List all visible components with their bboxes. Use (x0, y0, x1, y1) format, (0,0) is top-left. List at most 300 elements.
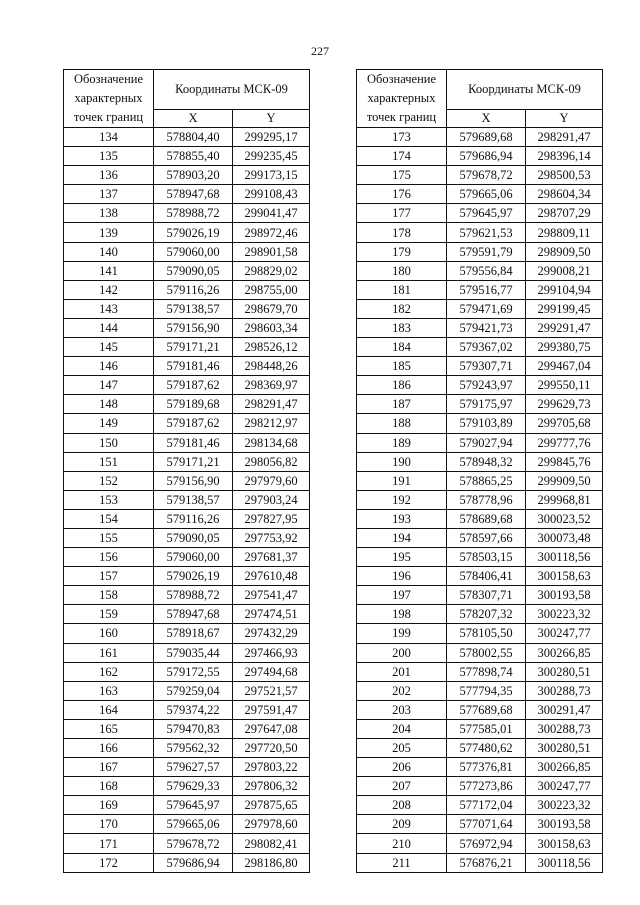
point-number-cell: 162 (64, 662, 154, 681)
y-coordinate-cell: 300193,58 (526, 815, 603, 834)
table-row (357, 586, 603, 605)
y-coordinate-cell: 300288,73 (526, 719, 603, 738)
y-coordinate-cell: 299467,04 (526, 357, 603, 376)
y-header: Y (233, 109, 310, 127)
point-number-cell: 174 (357, 147, 447, 166)
x-coordinate-cell: 579026,19 (154, 567, 233, 586)
point-number-cell: 164 (64, 700, 154, 719)
table-row (64, 758, 310, 777)
x-coordinate-cell: 579259,04 (154, 681, 233, 700)
y-coordinate-cell: 297591,47 (233, 700, 310, 719)
point-number-cell: 138 (64, 204, 154, 223)
table-row (64, 452, 310, 471)
y-coordinate-cell: 299968,81 (526, 490, 603, 509)
point-number-cell: 193 (357, 509, 447, 528)
table-row (357, 128, 603, 147)
y-coordinate-cell: 299380,75 (526, 338, 603, 357)
coordinates-table-right (356, 69, 603, 873)
x-coordinate-cell: 579027,94 (447, 433, 526, 452)
table-row (64, 586, 310, 605)
x-coordinate-cell: 579470,83 (154, 719, 233, 738)
point-number-cell: 201 (357, 662, 447, 681)
table-row (357, 643, 603, 662)
y-coordinate-cell: 299295,17 (233, 128, 310, 147)
y-coordinate-cell: 298448,26 (233, 357, 310, 376)
point-number-cell: 167 (64, 758, 154, 777)
y-coordinate-cell: 299705,68 (526, 414, 603, 433)
x-coordinate-cell: 578855,40 (154, 147, 233, 166)
point-number-cell: 188 (357, 414, 447, 433)
x-coordinate-cell: 578903,20 (154, 166, 233, 185)
point-number-cell: 134 (64, 128, 154, 147)
x-coordinate-cell: 576876,21 (447, 853, 526, 872)
point-number-cell: 145 (64, 338, 154, 357)
y-coordinate-cell: 298212,97 (233, 414, 310, 433)
point-number-cell: 181 (357, 280, 447, 299)
point-number-cell: 168 (64, 777, 154, 796)
point-number-cell: 159 (64, 605, 154, 624)
y-coordinate-cell: 299173,15 (233, 166, 310, 185)
y-coordinate-cell: 297466,93 (233, 643, 310, 662)
point-number-cell: 203 (357, 700, 447, 719)
y-coordinate-cell: 297978,60 (233, 815, 310, 834)
y-coordinate-cell: 297610,48 (233, 567, 310, 586)
point-number-cell: 146 (64, 357, 154, 376)
table-row (64, 299, 310, 318)
x-coordinate-cell: 579187,62 (154, 376, 233, 395)
point-number-cell: 206 (357, 758, 447, 777)
table-body (64, 128, 310, 873)
point-number-cell: 161 (64, 643, 154, 662)
y-coordinate-cell: 300288,73 (526, 681, 603, 700)
point-number-cell: 177 (357, 204, 447, 223)
point-number-cell: 202 (357, 681, 447, 700)
point-number-cell: 184 (357, 338, 447, 357)
table-row (357, 433, 603, 452)
table-row (64, 490, 310, 509)
point-number-cell: 153 (64, 490, 154, 509)
point-number-cell: 165 (64, 719, 154, 738)
y-coordinate-cell: 297521,57 (233, 681, 310, 700)
y-coordinate-cell: 299777,76 (526, 433, 603, 452)
table-row (64, 395, 310, 414)
point-number-cell: 175 (357, 166, 447, 185)
point-number-cell: 211 (357, 853, 447, 872)
x-coordinate-cell: 578948,32 (447, 452, 526, 471)
table-row (64, 509, 310, 528)
table-row (64, 147, 310, 166)
x-coordinate-cell: 578105,50 (447, 624, 526, 643)
x-coordinate-cell: 579665,06 (154, 815, 233, 834)
table-row (357, 700, 603, 719)
x-coordinate-cell: 578207,32 (447, 605, 526, 624)
x-coordinate-cell: 578503,15 (447, 548, 526, 567)
point-number-cell: 182 (357, 299, 447, 318)
table-header (357, 70, 603, 128)
x-coordinate-cell: 579243,97 (447, 376, 526, 395)
x-coordinate-cell: 579026,19 (154, 223, 233, 242)
point-number-cell: 160 (64, 624, 154, 643)
point-number-cell: 157 (64, 567, 154, 586)
y-coordinate-cell: 300247,77 (526, 777, 603, 796)
y-coordinate-cell: 298291,47 (526, 128, 603, 147)
y-coordinate-cell: 297806,32 (233, 777, 310, 796)
x-coordinate-cell: 578689,68 (447, 509, 526, 528)
point-number-cell: 149 (64, 414, 154, 433)
x-coordinate-cell: 577898,74 (447, 662, 526, 681)
table-row (357, 624, 603, 643)
point-number-cell: 140 (64, 242, 154, 261)
y-coordinate-cell: 299909,50 (526, 471, 603, 490)
x-coordinate-cell: 579090,05 (154, 528, 233, 547)
y-coordinate-cell: 298604,34 (526, 185, 603, 204)
table-row (357, 452, 603, 471)
table-row (64, 548, 310, 567)
point-number-cell: 207 (357, 777, 447, 796)
x-coordinate-cell: 579175,97 (447, 395, 526, 414)
point-number-cell: 148 (64, 395, 154, 414)
x-coordinate-cell: 579374,22 (154, 700, 233, 719)
table-row (357, 280, 603, 299)
table-row (357, 719, 603, 738)
table-row (64, 681, 310, 700)
table-row (357, 299, 603, 318)
y-coordinate-cell: 299041,47 (233, 204, 310, 223)
table-header (64, 70, 310, 128)
y-header: Y (526, 109, 603, 127)
x-coordinate-cell: 579556,84 (447, 261, 526, 280)
table-row (64, 166, 310, 185)
table-row (357, 395, 603, 414)
y-coordinate-cell: 298500,53 (526, 166, 603, 185)
point-number-cell: 192 (357, 490, 447, 509)
point-number-cell: 191 (357, 471, 447, 490)
x-coordinate-cell: 579591,79 (447, 242, 526, 261)
point-number-cell: 147 (64, 376, 154, 395)
y-coordinate-cell: 297541,47 (233, 586, 310, 605)
table-row (357, 185, 603, 204)
point-number-cell: 141 (64, 261, 154, 280)
x-coordinate-cell: 578947,68 (154, 605, 233, 624)
table-row (64, 719, 310, 738)
x-coordinate-cell: 579138,57 (154, 490, 233, 509)
y-coordinate-cell: 297803,22 (233, 758, 310, 777)
table-row (64, 643, 310, 662)
coordinates-header: Координаты МСК-09 (447, 70, 603, 110)
point-number-cell: 180 (357, 261, 447, 280)
y-coordinate-cell: 298369,97 (233, 376, 310, 395)
y-coordinate-cell: 299235,45 (233, 147, 310, 166)
x-coordinate-cell: 579116,26 (154, 280, 233, 299)
x-coordinate-cell: 579678,72 (447, 166, 526, 185)
x-coordinate-cell: 577273,86 (447, 777, 526, 796)
table-row (64, 376, 310, 395)
point-number-cell: 152 (64, 471, 154, 490)
x-coordinate-cell: 579060,00 (154, 242, 233, 261)
point-number-cell: 198 (357, 605, 447, 624)
coordinates-header: Координаты МСК-09 (154, 70, 310, 110)
table-row (64, 700, 310, 719)
point-number-cell: 144 (64, 318, 154, 337)
x-coordinate-cell: 577585,01 (447, 719, 526, 738)
x-coordinate-cell: 579367,02 (447, 338, 526, 357)
x-coordinate-cell: 579156,90 (154, 471, 233, 490)
y-coordinate-cell: 299845,76 (526, 452, 603, 471)
y-coordinate-cell: 298679,70 (233, 299, 310, 318)
y-coordinate-cell: 300266,85 (526, 643, 603, 662)
table-row (357, 357, 603, 376)
y-coordinate-cell: 300118,56 (526, 853, 603, 872)
table-row (64, 318, 310, 337)
x-coordinate-cell: 579307,71 (447, 357, 526, 376)
table-row (357, 681, 603, 700)
y-coordinate-cell: 297827,95 (233, 509, 310, 528)
point-number-cell: 143 (64, 299, 154, 318)
point-number-cell: 142 (64, 280, 154, 299)
point-number-cell: 154 (64, 509, 154, 528)
point-number-cell: 156 (64, 548, 154, 567)
y-coordinate-cell: 297494,68 (233, 662, 310, 681)
table-row (64, 739, 310, 758)
table-row (357, 758, 603, 777)
x-coordinate-cell: 579516,77 (447, 280, 526, 299)
y-coordinate-cell: 300223,32 (526, 605, 603, 624)
x-coordinate-cell: 579171,21 (154, 452, 233, 471)
y-coordinate-cell: 298186,80 (233, 853, 310, 872)
table-row (357, 548, 603, 567)
x-coordinate-cell: 579471,69 (447, 299, 526, 318)
point-number-cell: 200 (357, 643, 447, 662)
point-number-cell: 169 (64, 796, 154, 815)
x-coordinate-cell: 579665,06 (447, 185, 526, 204)
table-row (357, 853, 603, 872)
y-coordinate-cell: 298291,47 (233, 395, 310, 414)
table-row (64, 280, 310, 299)
table-row (64, 834, 310, 853)
point-number-cell: 173 (357, 128, 447, 147)
y-coordinate-cell: 298603,34 (233, 318, 310, 337)
point-number-cell: 135 (64, 147, 154, 166)
y-coordinate-cell: 298829,02 (233, 261, 310, 280)
table-row (64, 528, 310, 547)
table-row (64, 662, 310, 681)
y-coordinate-cell: 300280,51 (526, 662, 603, 681)
x-coordinate-cell: 578865,25 (447, 471, 526, 490)
table-body (357, 128, 603, 873)
table-row (64, 567, 310, 586)
x-coordinate-cell: 577172,04 (447, 796, 526, 815)
x-coordinate-cell: 578988,72 (154, 204, 233, 223)
x-coordinate-cell: 576972,94 (447, 834, 526, 853)
y-coordinate-cell: 300073,48 (526, 528, 603, 547)
point-number-cell: 186 (357, 376, 447, 395)
point-number-cell: 187 (357, 395, 447, 414)
y-coordinate-cell: 298134,68 (233, 433, 310, 452)
y-coordinate-cell: 299629,73 (526, 395, 603, 414)
table-row (357, 528, 603, 547)
y-coordinate-cell: 298909,50 (526, 242, 603, 261)
x-coordinate-cell: 578597,66 (447, 528, 526, 547)
point-number-cell: 179 (357, 242, 447, 261)
x-coordinate-cell: 579090,05 (154, 261, 233, 280)
table-row (357, 223, 603, 242)
y-coordinate-cell: 299008,21 (526, 261, 603, 280)
x-coordinate-cell: 579035,44 (154, 643, 233, 662)
table-row (357, 567, 603, 586)
y-coordinate-cell: 297474,51 (233, 605, 310, 624)
y-coordinate-cell: 299199,45 (526, 299, 603, 318)
table-row (64, 471, 310, 490)
x-coordinate-cell: 579645,97 (154, 796, 233, 815)
point-number-cell: 196 (357, 567, 447, 586)
table-row (64, 853, 310, 872)
page-number: 227 (311, 44, 329, 58)
point-number-cell: 139 (64, 223, 154, 242)
x-coordinate-cell: 578778,96 (447, 490, 526, 509)
point-number-cell: 166 (64, 739, 154, 758)
table-row (64, 204, 310, 223)
y-coordinate-cell: 300247,77 (526, 624, 603, 643)
point-number-cell: 185 (357, 357, 447, 376)
y-coordinate-cell: 298526,12 (233, 338, 310, 357)
table-row (64, 624, 310, 643)
y-coordinate-cell: 298082,41 (233, 834, 310, 853)
x-coordinate-cell: 577376,81 (447, 758, 526, 777)
point-number-cell: 172 (64, 853, 154, 872)
point-number-cell: 176 (357, 185, 447, 204)
x-coordinate-cell: 579181,46 (154, 357, 233, 376)
table-row (64, 777, 310, 796)
table-row (357, 509, 603, 528)
table-row (357, 414, 603, 433)
point-number-cell: 136 (64, 166, 154, 185)
point-number-cell: 178 (357, 223, 447, 242)
x-coordinate-cell: 579629,33 (154, 777, 233, 796)
point-label-header: Обозначение характерных точек границ (64, 70, 154, 128)
table-row (357, 662, 603, 681)
y-coordinate-cell: 300193,58 (526, 586, 603, 605)
y-coordinate-cell: 300118,56 (526, 548, 603, 567)
table-row (357, 147, 603, 166)
y-coordinate-cell: 297647,08 (233, 719, 310, 738)
x-header: X (447, 109, 526, 127)
y-coordinate-cell: 297875,65 (233, 796, 310, 815)
table-row (357, 261, 603, 280)
y-coordinate-cell: 298396,14 (526, 147, 603, 166)
point-number-cell: 205 (357, 739, 447, 758)
x-coordinate-cell: 577071,64 (447, 815, 526, 834)
y-coordinate-cell: 300158,63 (526, 834, 603, 853)
x-coordinate-cell: 578918,67 (154, 624, 233, 643)
x-coordinate-cell: 578988,72 (154, 586, 233, 605)
point-number-cell: 163 (64, 681, 154, 700)
table-row (64, 242, 310, 261)
table-row (357, 605, 603, 624)
y-coordinate-cell: 297753,92 (233, 528, 310, 547)
x-header: X (154, 109, 233, 127)
x-coordinate-cell: 579645,97 (447, 204, 526, 223)
table-row (64, 605, 310, 624)
point-number-cell: 170 (64, 815, 154, 834)
x-coordinate-cell: 579678,72 (154, 834, 233, 853)
x-coordinate-cell: 577480,62 (447, 739, 526, 758)
point-number-cell: 151 (64, 452, 154, 471)
x-coordinate-cell: 579686,94 (447, 147, 526, 166)
x-coordinate-cell: 578002,55 (447, 643, 526, 662)
y-coordinate-cell: 297681,37 (233, 548, 310, 567)
x-coordinate-cell: 578307,71 (447, 586, 526, 605)
y-coordinate-cell: 300291,47 (526, 700, 603, 719)
table-row (357, 739, 603, 758)
point-number-cell: 150 (64, 433, 154, 452)
table-row (64, 433, 310, 452)
x-coordinate-cell: 579171,21 (154, 338, 233, 357)
table-row (357, 490, 603, 509)
table-row (64, 796, 310, 815)
table-row (64, 815, 310, 834)
point-number-cell: 189 (357, 433, 447, 452)
table-row (64, 357, 310, 376)
y-coordinate-cell: 300266,85 (526, 758, 603, 777)
table-row (64, 128, 310, 147)
point-number-cell: 183 (357, 318, 447, 337)
x-coordinate-cell: 579689,68 (447, 128, 526, 147)
point-number-cell: 195 (357, 548, 447, 567)
y-coordinate-cell: 297720,50 (233, 739, 310, 758)
y-coordinate-cell: 299550,11 (526, 376, 603, 395)
point-number-cell: 137 (64, 185, 154, 204)
point-number-cell: 194 (357, 528, 447, 547)
x-coordinate-cell: 579189,68 (154, 395, 233, 414)
x-coordinate-cell: 577794,35 (447, 681, 526, 700)
y-coordinate-cell: 300280,51 (526, 739, 603, 758)
x-coordinate-cell: 579156,90 (154, 318, 233, 337)
y-coordinate-cell: 300023,52 (526, 509, 603, 528)
y-coordinate-cell: 298056,82 (233, 452, 310, 471)
table-row (357, 166, 603, 185)
coordinates-table-left (63, 69, 310, 873)
y-coordinate-cell: 297432,29 (233, 624, 310, 643)
point-label-header: Обозначение характерных точек границ (357, 70, 447, 128)
x-coordinate-cell: 579116,26 (154, 509, 233, 528)
table-row (357, 338, 603, 357)
x-coordinate-cell: 579172,55 (154, 662, 233, 681)
point-number-cell: 190 (357, 452, 447, 471)
x-coordinate-cell: 579060,00 (154, 548, 233, 567)
x-coordinate-cell: 579103,89 (447, 414, 526, 433)
x-coordinate-cell: 578406,41 (447, 567, 526, 586)
point-number-cell: 155 (64, 528, 154, 547)
y-coordinate-cell: 298755,00 (233, 280, 310, 299)
x-coordinate-cell: 579421,73 (447, 318, 526, 337)
point-number-cell: 199 (357, 624, 447, 643)
y-coordinate-cell: 298707,29 (526, 204, 603, 223)
x-coordinate-cell: 579621,53 (447, 223, 526, 242)
table-row (357, 318, 603, 337)
point-number-cell: 197 (357, 586, 447, 605)
table-row (64, 223, 310, 242)
table-row (357, 834, 603, 853)
x-coordinate-cell: 579562,32 (154, 739, 233, 758)
y-coordinate-cell: 297979,60 (233, 471, 310, 490)
y-coordinate-cell: 299291,47 (526, 318, 603, 337)
point-number-cell: 204 (357, 719, 447, 738)
table-row (357, 204, 603, 223)
table-row (357, 471, 603, 490)
x-coordinate-cell: 578804,40 (154, 128, 233, 147)
table-row (64, 261, 310, 280)
x-coordinate-cell: 579187,62 (154, 414, 233, 433)
